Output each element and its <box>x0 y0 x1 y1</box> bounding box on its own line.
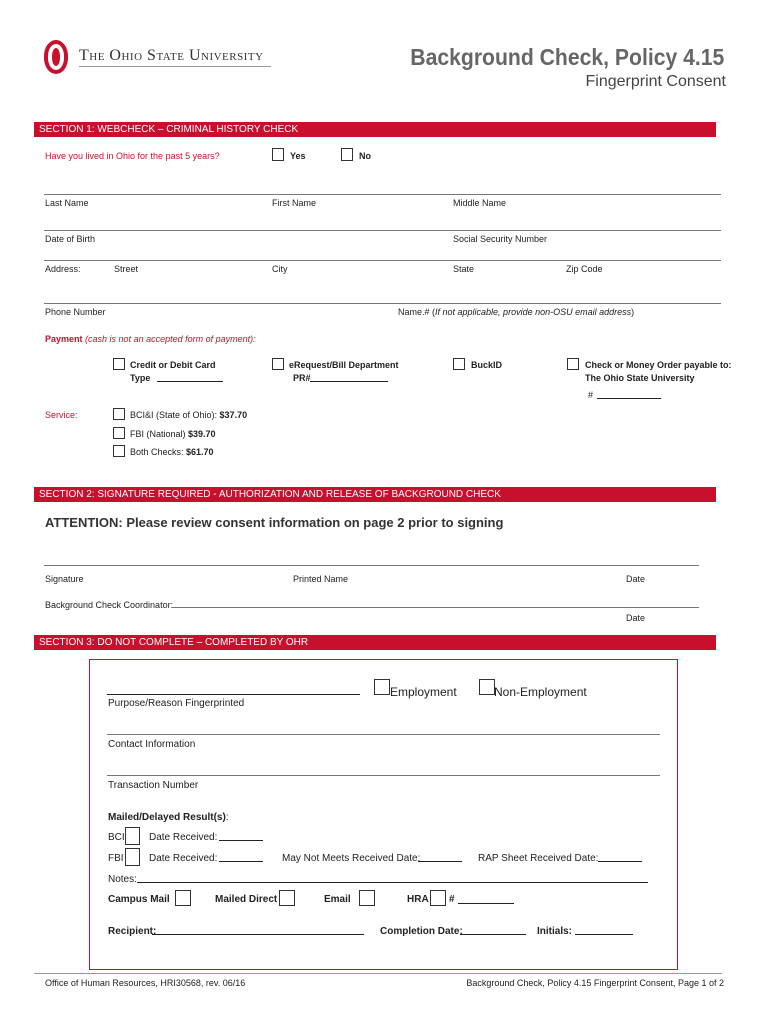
signature-line[interactable] <box>44 565 699 566</box>
coordinator-date-label: Date <box>626 613 646 623</box>
zip-label: Zip Code <box>566 264 603 274</box>
date-label: Date <box>626 574 646 584</box>
ssn-label: Social Security Number <box>453 234 548 244</box>
yes-label: Yes <box>290 151 306 161</box>
check-number-label: # <box>588 390 594 400</box>
both-price: $61.70 <box>186 447 214 457</box>
coordinator-label: Background Check Coordinator: <box>45 600 174 610</box>
email-checkbox[interactable] <box>359 890 375 906</box>
check-money-order-label: Check or Money Order payable to: <box>585 360 732 370</box>
last-name-label: Last Name <box>45 198 89 208</box>
yes-checkbox[interactable] <box>272 148 284 161</box>
bci-service <box>130 410 247 420</box>
fbi-checkbox[interactable] <box>113 427 125 439</box>
logo-inner <box>48 44 64 70</box>
mailed-results-label <box>108 812 229 823</box>
bci-service-label: BCI&I (State of Ohio): <box>130 410 220 420</box>
name-number-label <box>398 307 634 317</box>
service-label: Service: <box>45 410 78 420</box>
logo-hole <box>52 48 60 66</box>
fbi-service-label: FBI (National) <box>130 429 189 439</box>
payment-title: Payment <box>45 334 83 344</box>
dob-label: Date of Birth <box>45 234 96 244</box>
name-number-text: Name.# ( <box>398 307 436 317</box>
initials-field[interactable] <box>575 934 633 935</box>
hra-label: HRA <box>407 894 429 905</box>
card-type-field[interactable] <box>157 381 223 382</box>
street-label: Street <box>114 264 139 274</box>
no-label: No <box>359 151 371 161</box>
no-checkbox[interactable] <box>341 148 353 161</box>
address-label: Address: <box>45 264 81 274</box>
employment-label: Employment <box>390 685 457 699</box>
footer-left: Office of Human Resources, HRI30568, rev. 06/16 <box>45 978 246 988</box>
notes-label: Notes: <box>108 874 137 885</box>
credit-card-checkbox[interactable] <box>113 358 125 370</box>
employment-checkbox[interactable] <box>374 679 390 695</box>
purpose-line[interactable] <box>107 694 360 695</box>
credit-card-label: Credit or Debit Card <box>130 360 216 370</box>
footer-divider <box>34 973 722 974</box>
fbi-result-checkbox[interactable] <box>125 848 140 866</box>
erequest-label: eRequest/Bill Department <box>289 360 399 370</box>
name-number-end: ) <box>631 307 635 317</box>
pr-number-field[interactable] <box>310 381 388 382</box>
city-label: City <box>272 264 288 274</box>
first-name-label: First Name <box>272 198 317 208</box>
middle-name-label: Middle Name <box>453 198 507 208</box>
payee-label: The Ohio State University <box>585 373 695 383</box>
coordinator-line[interactable] <box>172 607 699 608</box>
hra-checkbox[interactable] <box>430 890 446 906</box>
hra-number-field[interactable] <box>458 903 514 904</box>
both-checks-checkbox[interactable] <box>113 445 125 457</box>
mailed-direct-checkbox[interactable] <box>279 890 295 906</box>
both-service-label: Both Checks: <box>130 447 187 457</box>
state-label: State <box>453 264 475 274</box>
ohio-residency-question: Have you lived in Ohio for the past 5 years? <box>45 151 220 161</box>
footer-right: Background Check, Policy 4.15 Fingerprint Consent, Page 1 of 2 <box>466 978 724 988</box>
initials-label: Initials: <box>537 926 573 937</box>
campus-mail-label: Campus Mail <box>108 894 170 905</box>
non-employment-checkbox[interactable] <box>479 679 495 695</box>
section3-heading: SECTION 3: DO NOT COMPLETE – COMPLETED BY OHR <box>34 635 716 650</box>
bci-date-field[interactable] <box>219 840 263 841</box>
name-number-note: If not applicable, provide non-OSU email address <box>435 307 632 317</box>
attention-notice: ATTENTION: Please review consent information on page 2 prior to signing <box>45 515 504 530</box>
mailed-results-title: Mailed/Delayed Result(s) <box>108 812 226 823</box>
transaction-line[interactable] <box>107 775 660 776</box>
printed-name-label: Printed Name <box>293 574 349 584</box>
dob-ssn-line[interactable] <box>44 230 721 231</box>
contact-line[interactable] <box>107 734 660 735</box>
transaction-label: Transaction Number <box>108 780 199 791</box>
section2-heading: SECTION 2: SIGNATURE REQUIRED - AUTHORIZATION AND RELEASE OF BACKGROUND CHECK <box>34 487 716 502</box>
rap-sheet-field[interactable] <box>598 861 642 862</box>
email-label: Email <box>324 894 351 905</box>
check-money-order-checkbox[interactable] <box>567 358 579 370</box>
payment-label <box>45 334 256 344</box>
fbi-date-field[interactable] <box>219 861 263 862</box>
bci-result-checkbox[interactable] <box>125 827 140 845</box>
buckid-checkbox[interactable] <box>453 358 465 370</box>
pr-number-label: PR# <box>293 373 311 383</box>
fbi-service <box>130 429 216 439</box>
payment-note: (cash is not an accepted form of payment): <box>85 334 256 344</box>
may-not-meets-field[interactable] <box>418 861 462 862</box>
mailed-direct-label: Mailed Direct <box>215 894 278 905</box>
buckid-label: BuckID <box>471 360 503 370</box>
bci-checkbox[interactable] <box>113 408 125 420</box>
bci-label: BCI <box>108 832 125 843</box>
name-line[interactable] <box>44 194 721 195</box>
recipient-label: Recipient: <box>108 926 157 937</box>
recipient-field[interactable] <box>152 934 364 935</box>
may-not-meets-label: May Not Meets Received Date: <box>282 853 421 864</box>
fbi-label: FBI <box>108 853 124 864</box>
fbi-price: $39.70 <box>188 429 216 439</box>
purpose-label: Purpose/Reason Fingerprinted <box>108 698 245 709</box>
campus-mail-checkbox[interactable] <box>175 890 191 906</box>
non-employment-label: Non-Employment <box>494 685 587 699</box>
card-type-label: Type <box>130 373 151 383</box>
university-name: The Ohio State University <box>79 47 264 64</box>
completion-date-field[interactable] <box>460 934 526 935</box>
address-line[interactable] <box>44 260 721 261</box>
phone-line[interactable] <box>44 303 721 304</box>
osu-logo <box>44 40 68 74</box>
rap-sheet-label: RAP Sheet Received Date: <box>478 853 599 864</box>
both-service <box>130 447 214 457</box>
bci-date-received-label: Date Received: <box>149 832 218 843</box>
contact-label: Contact Information <box>108 739 196 750</box>
section1-heading: SECTION 1: WEBCHECK – CRIMINAL HISTORY CHECK <box>34 122 716 137</box>
check-number-field[interactable] <box>597 398 661 399</box>
university-underline <box>79 66 271 67</box>
phone-label: Phone Number <box>45 307 106 317</box>
notes-field[interactable] <box>137 882 648 883</box>
signature-label: Signature <box>45 574 84 584</box>
fbi-date-received-label: Date Received: <box>149 853 218 864</box>
bci-price: $37.70 <box>219 410 248 420</box>
hra-number-label: # <box>449 894 455 905</box>
page-title: Background Check, Policy 4.15 <box>410 44 724 70</box>
page-subtitle: Fingerprint Consent <box>585 73 726 90</box>
mailed-results-colon: : <box>225 812 229 823</box>
completion-date-label: Completion Date: <box>380 926 463 937</box>
erequest-checkbox[interactable] <box>272 358 284 370</box>
